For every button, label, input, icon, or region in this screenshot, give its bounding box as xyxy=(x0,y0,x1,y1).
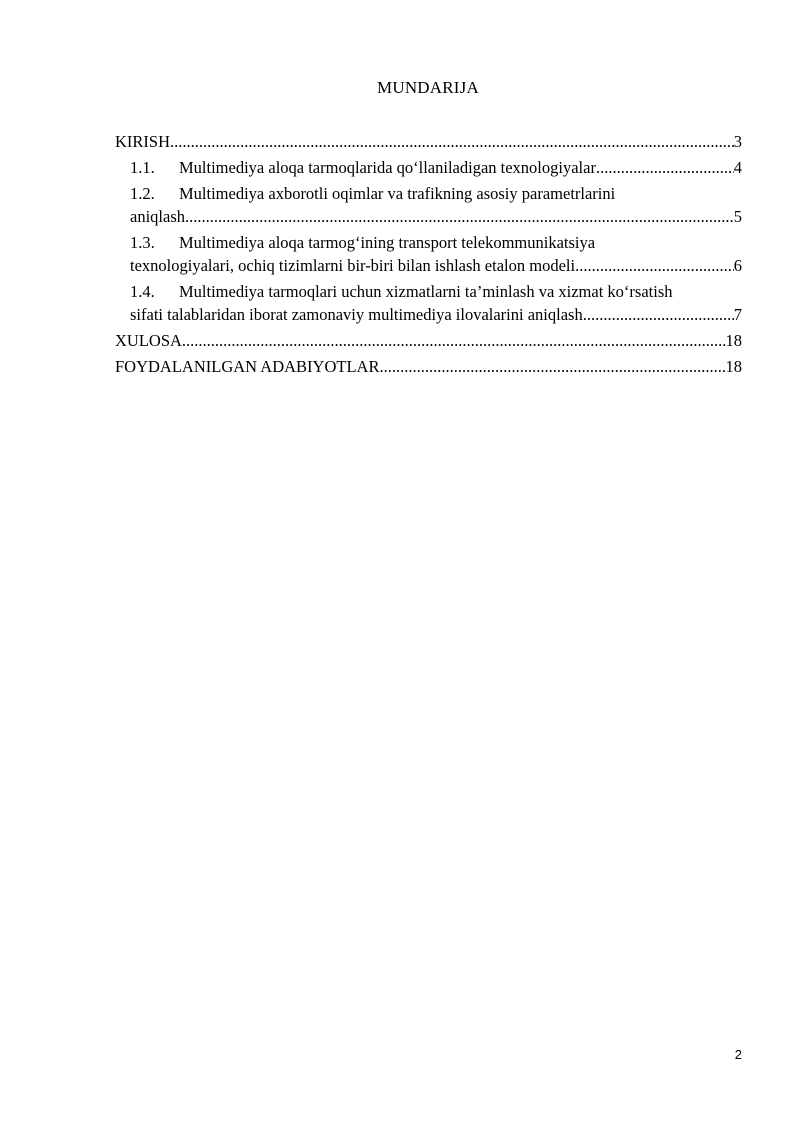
toc-entry-page: 3 xyxy=(733,132,742,151)
toc-entry-label: XULOSA xyxy=(115,331,182,350)
toc-entry-1-3[interactable] xyxy=(115,231,742,277)
table-of-contents xyxy=(115,130,742,381)
dot-leader xyxy=(583,303,734,326)
toc-entry-label-line2: sifati talablaridan iborat zamonaviy multimediya ilovalarini aniqlash xyxy=(130,305,583,324)
toc-entry-number: 1.2. xyxy=(130,184,155,203)
dot-leader xyxy=(379,355,725,378)
toc-entry-page: 7 xyxy=(733,305,742,324)
toc-entry-page: 6 xyxy=(733,256,742,275)
toc-entry-number: 1.3. xyxy=(130,233,155,252)
toc-entry-page: 4 xyxy=(733,158,742,177)
page-number: 2 xyxy=(734,1047,742,1062)
toc-entry-kirish[interactable] xyxy=(115,130,742,153)
toc-entry-1-1[interactable] xyxy=(115,156,742,179)
toc-entry-label-line1: Multimediya tarmoqlari uchun xizmatlarni ta’minlash va xizmat ko‘rsatish xyxy=(179,282,673,301)
toc-entry-label-line1: Multimediya aloqa tarmog‘ining transport telekommunikatsiya xyxy=(179,233,596,252)
toc-entry-xulosa[interactable] xyxy=(115,329,742,352)
toc-entry-page: 18 xyxy=(725,331,742,350)
dot-leader xyxy=(596,156,734,179)
toc-entry-label-line2: texnologiyalari, ochiq tizimlarni bir-biri bilan ishlash etalon modeli xyxy=(130,256,576,275)
toc-entry-label: KIRISH xyxy=(115,132,171,151)
dot-leader xyxy=(185,205,734,228)
toc-entry-1-4[interactable] xyxy=(115,280,742,326)
toc-entry-label: FOYDALANILGAN ADABIYOTLAR xyxy=(115,357,380,376)
toc-entry-page: 18 xyxy=(725,357,742,376)
toc-entry-number: 1.4. xyxy=(130,282,155,301)
toc-title: MUNDARIJA xyxy=(377,78,479,97)
toc-entry-label-line2: aniqlash xyxy=(130,207,185,226)
dot-leader xyxy=(170,130,734,153)
dot-leader xyxy=(575,254,734,277)
toc-entry-page: 5 xyxy=(733,207,742,226)
toc-entry-label-line1: Multimediya axborotli oqimlar va trafikning asosiy parametrlarini xyxy=(179,184,616,203)
toc-entry-adabiyotlar[interactable] xyxy=(115,355,742,378)
dot-leader xyxy=(182,329,726,352)
toc-entry-1-2[interactable] xyxy=(115,182,742,228)
toc-entry-number: 1.1. xyxy=(130,158,155,177)
toc-entry-label: Multimediya aloqa tarmoqlarida qo‘llaniladigan texnologiyalar xyxy=(179,158,596,177)
